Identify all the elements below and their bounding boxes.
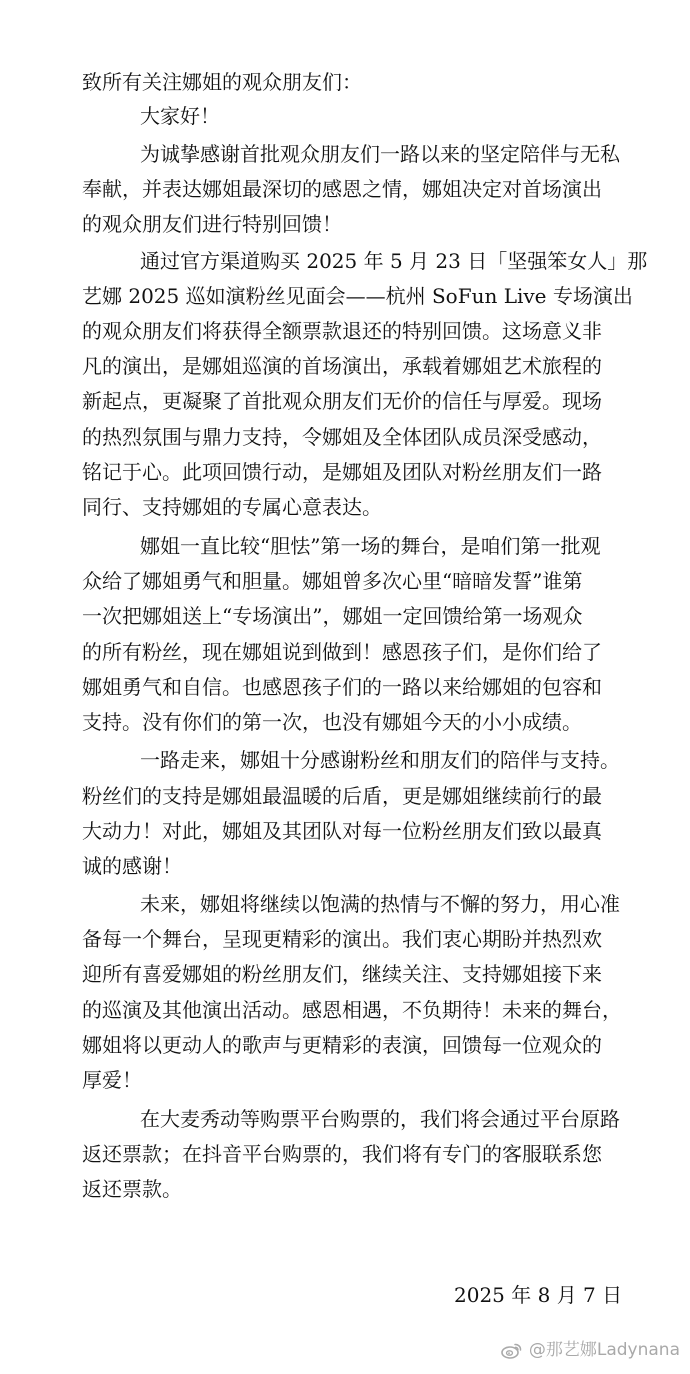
paragraph-line: 粉丝们的支持是娜姐最温暖的后盾，更是娜姐继续前行的最: [82, 784, 602, 808]
paragraph-line: 奉献，并表达娜姐最深切的感恩之情，娜姐决定对首场演出: [82, 177, 602, 201]
paragraph-line: 在大麦秀动等购票平台购票的，我们将会通过平台原路: [140, 1107, 620, 1131]
paragraph-line: 的观众朋友们进行特别回馈！: [82, 212, 342, 236]
paragraph-line: 迎所有喜爱娜姐的粉丝朋友们，继续关注、支持娜姐接下来: [82, 962, 602, 986]
paragraph-line: 娜姐将以更动人的歌声与更精彩的表演，回馈每一位观众的: [82, 1033, 602, 1057]
paragraph-line: 娜姐一直比较“胆怯”第一场的舞台，是咱们第一批观: [140, 534, 601, 558]
paragraph-line: 艺娜 2025 巡如演粉丝见面会——杭州 SoFun Live 专场演出: [82, 284, 633, 308]
paragraph-line: 的观众朋友们将获得全额票款退还的特别回馈。这场意义非: [82, 319, 602, 343]
paragraph-line: 支持。没有你们的第一次，也没有娜姐今天的小小成绩。: [82, 710, 582, 734]
paragraph-line: 的所有粉丝，现在娜姐说到做到！感恩孩子们，是你们给了: [82, 640, 602, 664]
paragraph-line: 一次把娜姐送上“专场演出”，娜姐一定回馈给第一场观众: [82, 604, 583, 628]
paragraph-line: 同行、支持娜姐的专属心意表达。: [82, 495, 382, 519]
paragraph-line: 凡的演出，是娜姐巡演的首场演出，承载着娜姐艺术旅程的: [82, 354, 602, 378]
paragraph-line: 大动力！对此，娜姐及其团队对每一位粉丝朋友们致以最真: [82, 819, 602, 843]
weibo-icon: [501, 1341, 523, 1359]
paragraph-line: 新起点，更凝聚了首批观众朋友们无价的信任与厚爱。现场: [82, 389, 602, 413]
paragraph-line: 厚爱！: [82, 1068, 142, 1092]
greeting-line: 大家好！: [140, 104, 220, 128]
paragraph-line: 返还票款；在抖音平台购票的，我们将有专门的客服联系您: [82, 1142, 602, 1166]
paragraph-line: 备每一个舞台，呈现更精彩的演出。我们衷心期盼并热烈欢: [82, 927, 602, 951]
paragraph-line: 的热烈氛围与鼎力支持，令娜姐及全体团队成员深受感动，: [82, 425, 602, 449]
paragraph-line: 返还票款。: [82, 1177, 182, 1201]
paragraph-line: 众给了娜姐勇气和胆量。娜姐曾多次心里“暗暗发誓”谁第: [82, 569, 583, 593]
paragraph-line: 诚的感谢！: [82, 854, 182, 878]
watermark-handle: @那艺娜Ladynana: [528, 1340, 680, 1360]
paragraph-line: 通过官方渠道购买 2025 年 5 月 23 日「坚强笨女人」那: [140, 249, 648, 273]
paragraph-line: 为诚挚感谢首批观众朋友们一路以来的坚定陪伴与无私: [140, 142, 620, 166]
paragraph-line: 铭记于心。此项回馈行动，是娜姐及团队对粉丝朋友们一路: [82, 460, 602, 484]
paragraph-line: 未来，娜姐将继续以饱满的热情与不懈的努力，用心准: [140, 892, 620, 916]
paragraph-line: 娜姐勇气和自信。也感恩孩子们的一路以来给娜姐的包容和: [82, 675, 602, 699]
weibo-watermark: [501, 1338, 680, 1362]
letter-date: 2025 年 8 月 7 日: [454, 1283, 623, 1307]
paragraph-line: 一路走来，娜姐十分感谢粉丝和朋友们的陪伴与支持。: [140, 748, 620, 772]
paragraph-line: 的巡演及其他演出活动。感恩相遇，不负期待！未来的舞台，: [82, 998, 622, 1022]
salutation-line: 致所有关注娜姐的观众朋友们：: [82, 70, 362, 94]
